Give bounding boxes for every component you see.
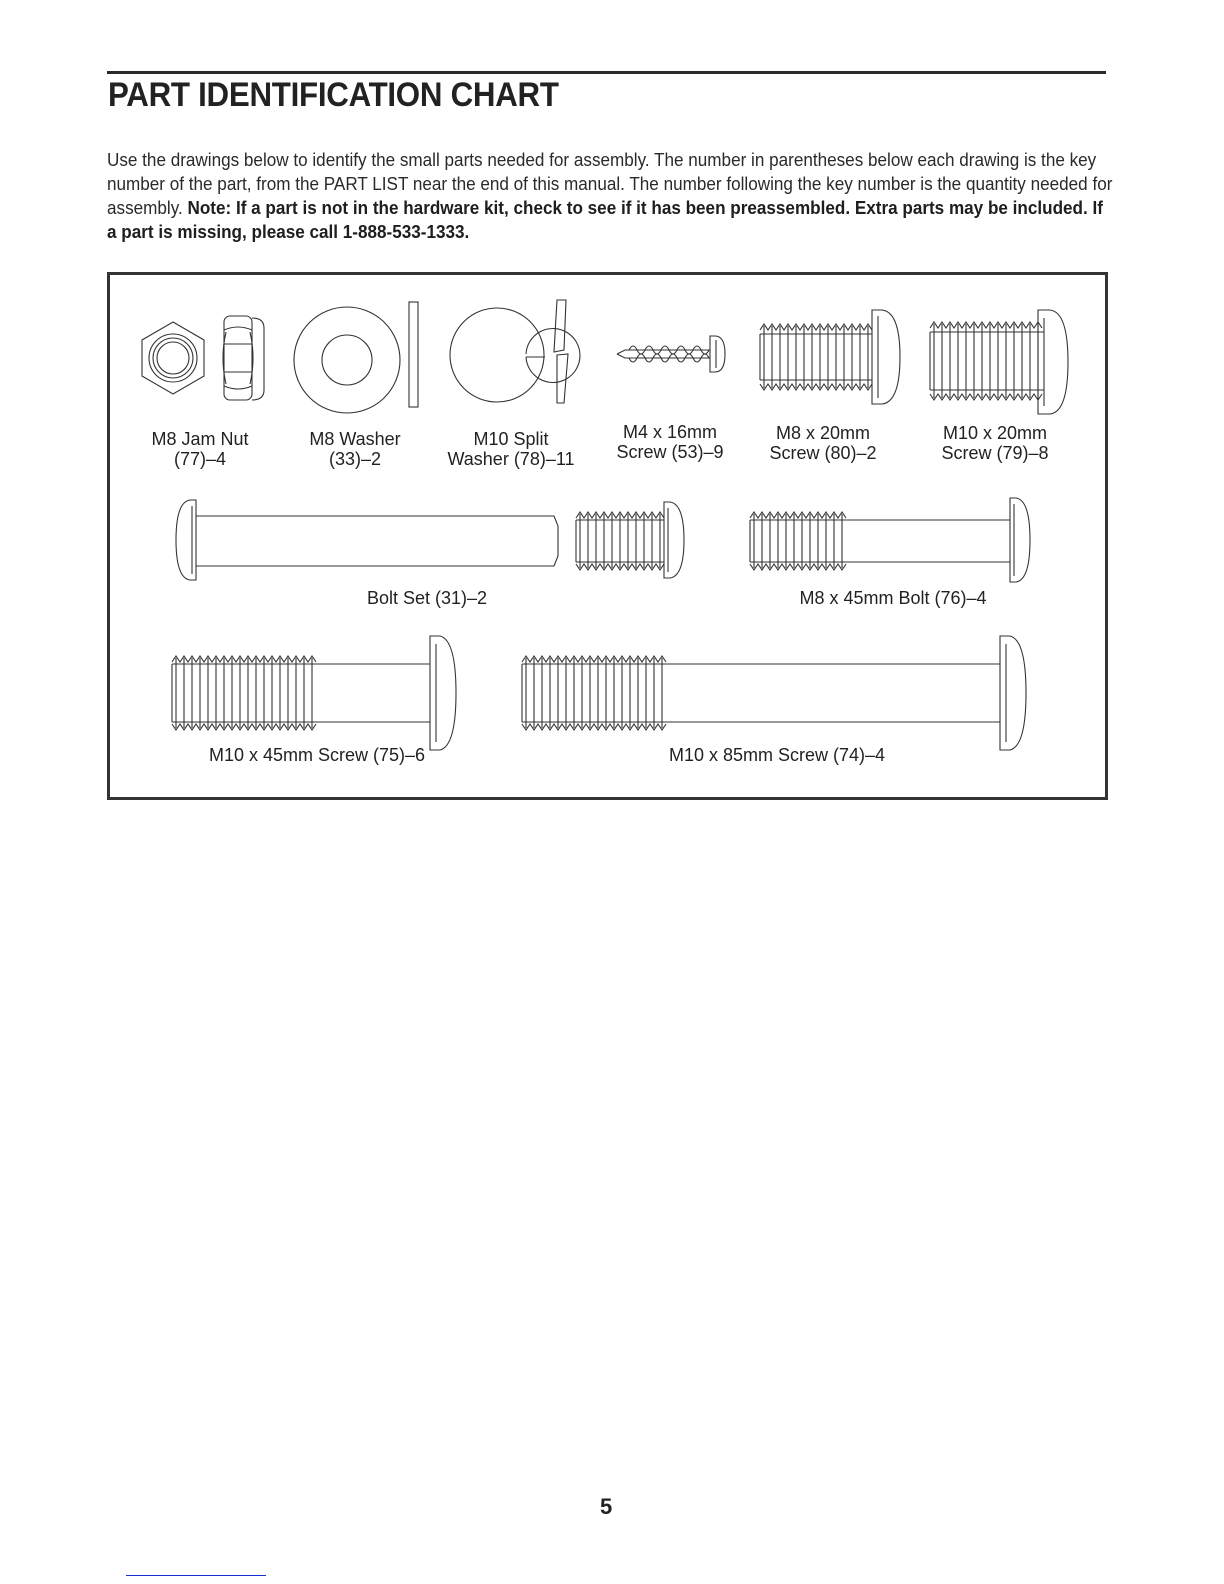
part-key-qty: Washer (78)–11 bbox=[447, 449, 575, 469]
long-screw-icon bbox=[170, 640, 470, 740]
part-name: M8 Jam Nut bbox=[151, 429, 249, 449]
part-name: M10 x 20mm bbox=[942, 423, 1048, 443]
part-label-m10-screw bbox=[941, 423, 1048, 463]
bolt-icon bbox=[748, 500, 1038, 590]
part-label-m10x45-screw bbox=[209, 745, 425, 765]
page-title: PART IDENTIFICATION CHART bbox=[108, 76, 559, 114]
part-name: M10 Split bbox=[473, 429, 549, 449]
washer-icon bbox=[292, 310, 432, 420]
part-name: Bolt Set (31)–2 bbox=[366, 588, 488, 608]
part-key-qty: Screw (53)–9 bbox=[616, 442, 724, 462]
split-washer-icon bbox=[452, 310, 582, 420]
long-screw-icon bbox=[520, 640, 1060, 740]
part-label-bolt-set bbox=[367, 588, 487, 608]
part-label-m8-bolt bbox=[799, 588, 986, 608]
intro-paragraph bbox=[107, 148, 1117, 244]
part-name: M8 Washer bbox=[309, 429, 401, 449]
part-key-qty: Screw (80)–2 bbox=[769, 443, 877, 463]
intro-note: Note: If a part is not in the hardware kit, check to see if it has been preassembled. Extra parts may be included. If a part is missing, please call 1-888-533-1333. bbox=[107, 197, 1103, 242]
jam-nut-icon bbox=[140, 310, 270, 420]
bolt-set-icon bbox=[170, 500, 690, 590]
part-name: M8 x 45mm Bolt (76)–4 bbox=[799, 588, 987, 608]
part-label-m8-screw bbox=[769, 423, 876, 463]
header-rule bbox=[107, 71, 1106, 74]
part-key-qty: Screw (79)–8 bbox=[941, 443, 1049, 463]
intro-text: Use the drawings below to identify the small parts needed for assembly. The number in parentheses below each drawing is the key number of the part, from the PART LIST near the end of this manual. The number following the key number is the quantity needed for assembly. bbox=[107, 149, 1113, 218]
screw-icon bbox=[930, 318, 1080, 418]
part-key-qty: (33)–2 bbox=[328, 449, 382, 469]
part-label-jam-nut bbox=[151, 429, 248, 469]
part-name: M10 x 85mm Screw (74)–4 bbox=[668, 745, 886, 765]
page-number: 5 bbox=[600, 1494, 613, 1519]
part-label-split-washer bbox=[447, 429, 574, 469]
small-screw-icon bbox=[615, 330, 735, 390]
part-key-qty: (77)–4 bbox=[173, 449, 227, 469]
part-label-washer bbox=[309, 429, 400, 469]
part-name: M8 x 20mm bbox=[775, 423, 871, 443]
part-name: M10 x 45mm Screw (75)–6 bbox=[208, 745, 426, 765]
part-label-m4-screw bbox=[616, 422, 723, 462]
footer-rule bbox=[126, 1575, 266, 1576]
part-name: M4 x 16mm bbox=[622, 422, 718, 442]
part-label-m10x85-screw bbox=[669, 745, 885, 765]
screw-icon bbox=[760, 322, 900, 412]
